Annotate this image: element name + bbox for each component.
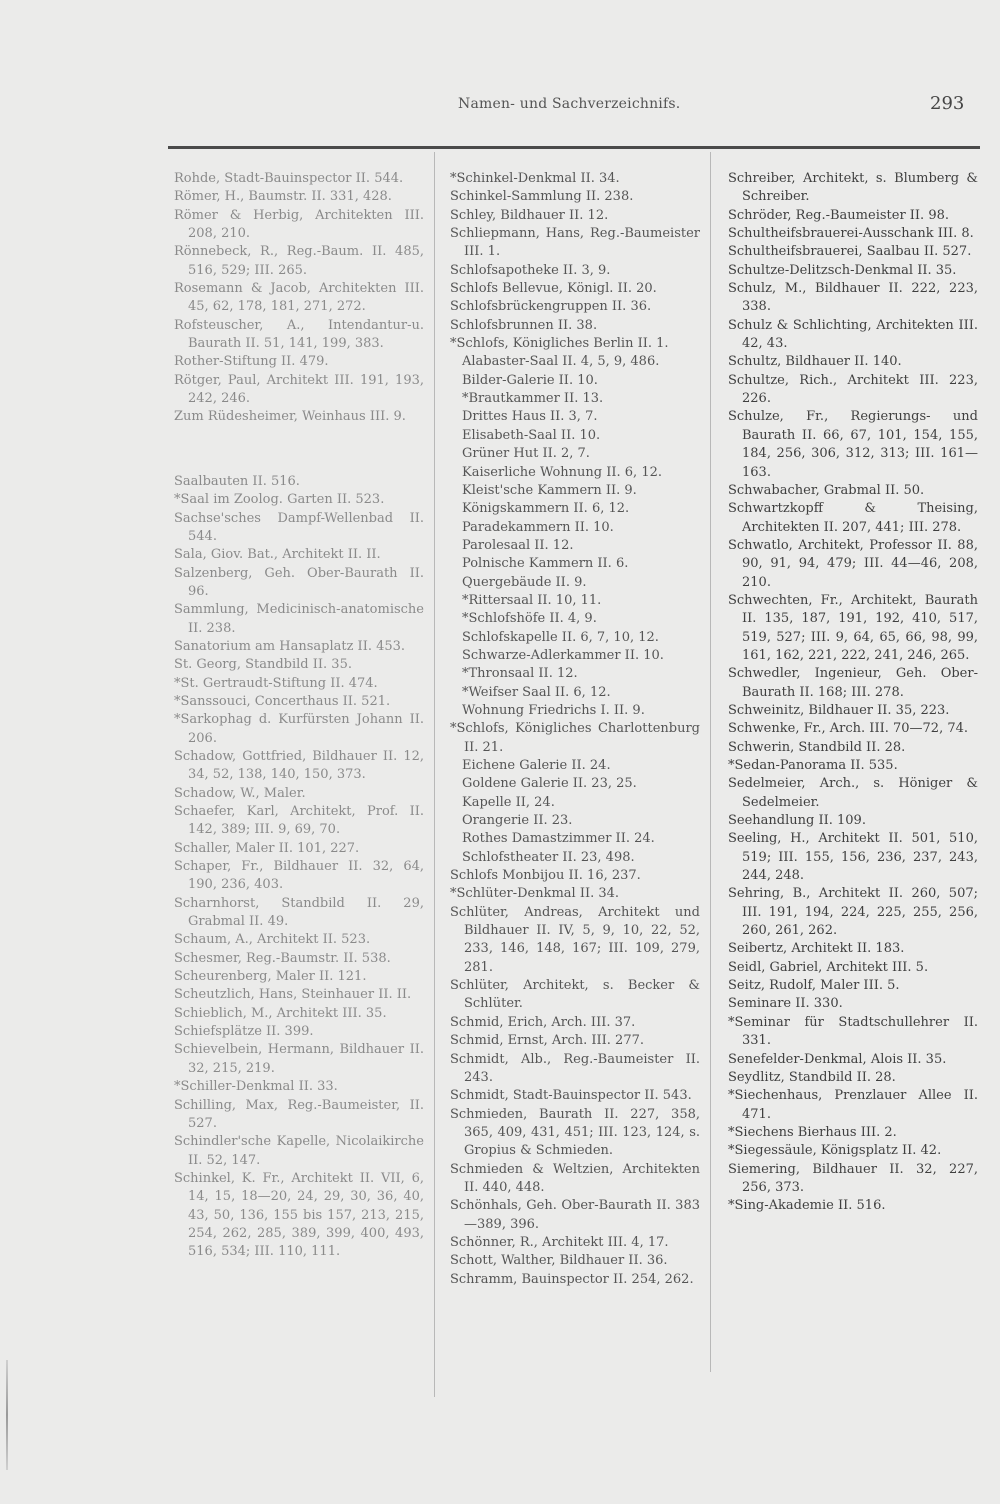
- index-entry: Schultz, Bildhauer II. 140.: [728, 354, 902, 370]
- index-entry: Schmieden, Baurath II. 227, 358, 365, 409, 431, 451; III. 123, 124, s. Gropius & Schmieden.: [450, 1106, 700, 1159]
- index-entry: *Schlofs, Königliches Charlottenburg II. 21.: [450, 721, 700, 755]
- index-entry: Schmieden & Weltzien, Architekten II. 440, 448.: [450, 1161, 700, 1195]
- column-divider-2: [710, 152, 711, 1372]
- index-entry: *Schiller-Denkmal II. 33.: [174, 1079, 338, 1095]
- index-entry: Schulz & Schlichting, Architekten III. 42, 43.: [728, 317, 978, 352]
- index-subentry: Wohnung Friedrichs I. II. 9.: [462, 702, 645, 718]
- index-subentry: Schlofstheater II. 23, 498.: [462, 849, 635, 865]
- index-entry: Siemering, Bildhauer II. 32, 227, 256, 373.: [728, 1161, 978, 1195]
- index-entry: Schmid, Erich, Arch. III. 37.: [450, 1014, 636, 1030]
- index-entry: *Siegessäule, Königsplatz II. 42.: [728, 1143, 942, 1159]
- index-entry: Schesmer, Reg.-Baumstr. II. 538.: [174, 950, 391, 966]
- index-entry: Römer, H., Baumstr. II. 331, 428.: [174, 189, 392, 205]
- index-subentry: Grüner Hut II. 2, 7.: [462, 446, 590, 462]
- index-entry: *Schinkel-Denkmal II. 34.: [450, 171, 620, 186]
- index-entry: Schmid, Ernst, Arch. III. 277.: [450, 1033, 645, 1049]
- index-entry: Saalbauten II. 516.: [174, 473, 300, 489]
- index-entry: Seminare II. 330.: [728, 996, 843, 1012]
- index-entry: Schultheifsbrauerei-Ausschank III. 8.: [728, 226, 974, 242]
- index-entry: Schwerin, Standbild II. 28.: [728, 739, 906, 755]
- index-entry: Scharnhorst, Standbild II. 29, Grabmal II. 49.: [174, 895, 424, 930]
- index-entry: Schinkel-Sammlung II. 238.: [450, 189, 634, 205]
- index-entry: Schaefer, Karl, Architekt, Prof. II. 142, 389; III. 9, 69, 70.: [174, 804, 424, 838]
- index-entry: *Saal im Zoolog. Garten II. 523.: [174, 492, 385, 508]
- index-entry: Schley, Bildhauer II. 12.: [450, 207, 609, 223]
- index-entry: *Sarkophag d. Kurfürsten Johann II. 206.: [174, 712, 424, 746]
- index-subentry: Polnische Kammern II. 6.: [462, 556, 629, 572]
- index-entry: Schaum, A., Architekt II. 523.: [174, 932, 371, 948]
- index-entry: Sedelmeier, Arch., s. Höniger & Sedelmeier.: [728, 776, 978, 810]
- index-entry: Seidl, Gabriel, Architekt III. 5.: [728, 959, 929, 975]
- index-entry: Schadow, Gottfried, Bildhauer II. 12, 34, 52, 138, 140, 150, 373.: [174, 748, 424, 783]
- index-entry: St. Georg, Standbild II. 35.: [174, 657, 352, 673]
- index-entry: Schultheifsbrauerei, Saalbau II. 527.: [728, 244, 972, 260]
- index-subentry: Alabaster-Saal II. 4, 5, 9, 486.: [462, 354, 660, 370]
- index-entry: Schlofsbrückengruppen II. 36.: [450, 299, 652, 315]
- index-entry: Salzenberg, Geh. Ober-Baurath II. 96.: [174, 565, 424, 599]
- index-entry: Schilling, Max, Reg.-Baumeister, II. 527.: [174, 1097, 424, 1131]
- index-entry: Schieblich, M., Architekt III. 35.: [174, 1005, 387, 1021]
- page-header: [0, 93, 1000, 120]
- index-entry: Schlofs Bellevue, Königl. II. 20.: [450, 281, 657, 297]
- index-subentry: Kaiserliche Wohnung II. 6, 12.: [462, 464, 662, 480]
- index-entry: Rötger, Paul, Architekt III. 191, 193, 242, 246.: [174, 372, 424, 407]
- index-subentry: Orangerie II. 23.: [462, 813, 573, 829]
- index-entry: Schliepmann, Hans, Reg.-Baumeister III. 1.: [450, 226, 700, 260]
- index-entry: Schiefsplätze II. 399.: [174, 1024, 314, 1040]
- index-subentry: *Weifser Saal II. 6, 12.: [462, 684, 611, 700]
- index-subentry: Schlofskapelle II. 6, 7, 10, 12.: [462, 629, 659, 645]
- index-entry: Schreiber, Architekt, s. Blumberg & Schreiber.: [728, 171, 978, 205]
- index-entry: Rofsteuscher, A., Intendantur-u. Baurath II. 51, 141, 199, 383.: [174, 317, 424, 352]
- index-entry: Schulze, Fr., Regierungs- und Baurath II. 66, 67, 101, 154, 155, 184, 256, 306, 312, 313; III. 161—163.: [728, 409, 978, 480]
- index-entry: Zum Rüdesheimer, Weinhaus III. 9.: [174, 409, 406, 425]
- index-entry: *Sing-Akademie II. 516.: [728, 1198, 886, 1214]
- index-entry: Schindler'sche Kapelle, Nicolaikirche II. 52, 147.: [174, 1134, 424, 1168]
- index-subentry: Königskammern II. 6, 12.: [462, 501, 630, 517]
- index-subentry: Quergebäude II. 9.: [462, 574, 587, 590]
- index-entry: Schievelbein, Hermann, Bildhauer II. 32, 215, 219.: [174, 1042, 424, 1076]
- index-entry: Schultze, Rich., Architekt III. 223, 226.: [728, 372, 978, 407]
- index-column-2: [450, 170, 700, 1289]
- index-entry: Schlofsapotheke II. 3, 9.: [450, 262, 611, 278]
- index-subentry: Goldene Galerie II. 23, 25.: [462, 776, 637, 792]
- index-entry: *Seminar für Stadtschullehrer II. 331.: [728, 1014, 978, 1049]
- index-entry: Seeling, H., Architekt II. 501, 510, 519; III. 155, 156, 236, 237, 243, 244, 248.: [728, 831, 978, 884]
- index-subentry: Paradekammern II. 10.: [462, 519, 614, 535]
- index-subentry: Kapelle II, 24.: [462, 794, 555, 810]
- index-entry: Sammlung, Medicinisch-anatomische II. 238.: [174, 602, 424, 636]
- index-subentry: Schwarze-Adlerkammer II. 10.: [462, 647, 664, 663]
- index-subentry: Drittes Haus II. 3, 7.: [462, 409, 598, 425]
- index-column-1: [174, 170, 424, 1262]
- index-entry: Scheutzlich, Hans, Steinhauer II. II.: [174, 987, 412, 1003]
- index-entry: Rönnebeck, R., Reg.-Baum. II. 485, 516, 529; III. 265.: [174, 244, 424, 278]
- index-entry: *St. Gertraudt-Stiftung II. 474.: [174, 675, 378, 691]
- index-entry: Schlofs Monbijou II. 16, 237.: [450, 868, 641, 884]
- index-entry: Schwartzkopff & Theising, Architekten II. 207, 441; III. 278.: [728, 501, 978, 535]
- index-entry: Schweinitz, Bildhauer II. 35, 223.: [728, 702, 950, 718]
- index-entry: Rother-Stiftung II. 479.: [174, 354, 329, 370]
- index-entry: Schultze-Delitzsch-Denkmal II. 35.: [728, 262, 957, 278]
- index-entry: Seitz, Rudolf, Maler III. 5.: [728, 978, 900, 994]
- index-entry: Schadow, W., Maler.: [174, 785, 306, 801]
- index-entry: Schwechten, Fr., Architekt, Baurath II. 135, 187, 191, 192, 410, 517, 519, 527; III. 9, 64, 65, 66, 98, 99, 161, 162, 221, 222, 241, 246, 265.: [728, 592, 978, 663]
- index-subentry: Parolesaal II. 12.: [462, 537, 574, 553]
- index-entry: Schwedler, Ingenieur, Geh. Ober-Baurath II. 168; III. 278.: [728, 666, 978, 700]
- index-column-3: [728, 170, 978, 1216]
- index-entry: Seibertz, Architekt II. 183.: [728, 941, 905, 957]
- index-entry: *Sanssouci, Concerthaus II. 521.: [174, 693, 391, 709]
- index-entry: Schott, Walther, Bildhauer II. 36.: [450, 1253, 668, 1269]
- index-entry: Schulz, M., Bildhauer II. 222, 223, 338.: [728, 281, 978, 315]
- index-entry: Schaller, Maler II. 101, 227.: [174, 840, 360, 856]
- index-entry: Römer & Herbig, Architekten III. 208, 210.: [174, 207, 424, 242]
- index-entry: Schönner, R., Architekt III. 4, 17.: [450, 1234, 669, 1250]
- index-entry: *Sedan-Panorama II. 535.: [728, 758, 898, 773]
- index-entry: *Schlofs, Königliches Berlin II. 1.: [450, 336, 669, 352]
- index-entry: Schröder, Reg.-Baumeister II. 98.: [728, 207, 949, 223]
- index-entry: Schwabacher, Grabmal II. 50.: [728, 482, 925, 498]
- index-subentry: *Thronsaal II. 12.: [462, 666, 578, 682]
- index-subentry: Bilder-Galerie II. 10.: [462, 372, 598, 388]
- index-entry: Schlüter, Andreas, Architekt und Bildhauer II. IV, 5, 9, 10, 22, 52, 233, 146, 148, 167; III. 109, 279, 281.: [450, 904, 700, 975]
- index-entry: Schwenke, Fr., Arch. III. 70—72, 74.: [728, 721, 969, 737]
- index-entry: Sehring, B., Architekt II. 260, 507; III. 191, 194, 224, 225, 255, 256, 260, 261, 262.: [728, 886, 978, 939]
- index-entry: Sanatorium am Hansaplatz II. 453.: [174, 638, 406, 654]
- index-subentry: Kleist'sche Kammern II. 9.: [462, 482, 637, 498]
- index-entry: Seydlitz, Standbild II. 28.: [728, 1069, 896, 1085]
- binding-shadow: [6, 1360, 8, 1470]
- index-entry: Sachse'sches Dampf-Wellenbad II. 544.: [174, 510, 424, 544]
- index-subentry: Eichene Galerie II. 24.: [462, 758, 611, 773]
- index-entry: Senefelder-Denkmal, Alois II. 35.: [728, 1051, 947, 1067]
- index-subentry: Elisabeth-Saal II. 10.: [462, 427, 601, 443]
- index-entry: Rosemann & Jacob, Architekten III. 45, 62, 178, 181, 271, 272.: [174, 281, 424, 315]
- index-entry: *Siechens Bierhaus III. 2.: [728, 1124, 897, 1140]
- index-entry: Schlofsbrunnen II. 38.: [450, 317, 598, 333]
- index-entry: Schinkel, K. Fr., Architekt II. VII, 6, 14, 15, 18—20, 24, 29, 30, 36, 40, 43, 50, 136, 155 bis 157, 213, 215, 254, 262, 285, 389, 399, 400, 493, 516, 534; III. 110, 111.: [174, 1170, 424, 1260]
- index-subentry: *Brautkammer II. 13.: [462, 391, 604, 407]
- index-subentry: *Schlofshöfe II. 4, 9.: [462, 611, 597, 627]
- index-entry: Schlüter, Architekt, s. Becker & Schlüter.: [450, 978, 700, 1012]
- index-entry: *Siechenhaus, Prenzlauer Allee II. 471.: [728, 1088, 978, 1122]
- column-divider-1: [434, 152, 435, 1397]
- index-entry: Schmidt, Stadt-Bauinspector II. 543.: [450, 1088, 692, 1104]
- index-subentry: Rothes Damastzimmer II. 24.: [462, 831, 655, 847]
- index-entry: Schwatlo, Architekt, Professor II. 88, 90, 91, 94, 479; III. 44—46, 208, 210.: [728, 537, 978, 590]
- index-entry: Scheurenberg, Maler II. 121.: [174, 969, 367, 985]
- index-entry: Rohde, Stadt-Bauinspector II. 544.: [174, 171, 404, 186]
- header-rule: [168, 146, 980, 149]
- running-title: Namen- und Sachverzeichnifs.: [458, 96, 681, 112]
- index-entry: Seehandlung II. 109.: [728, 813, 866, 829]
- index-entry: Schmidt, Alb., Reg.-Baumeister II. 243.: [450, 1051, 700, 1085]
- index-subentry: *Rittersaal II. 10, 11.: [462, 592, 602, 608]
- page-number: 293: [930, 93, 965, 114]
- index-entry: *Schlüter-Denkmal II. 34.: [450, 886, 620, 902]
- index-entry: Sala, Giov. Bat., Architekt II. II.: [174, 547, 381, 563]
- index-entry: Schramm, Bauinspector II. 254, 262.: [450, 1271, 694, 1287]
- section-gap: [174, 427, 424, 473]
- index-entry: Schaper, Fr., Bildhauer II. 32, 64, 190, 236, 403.: [174, 859, 424, 893]
- index-entry: Schönhals, Geh. Ober-Baurath II. 383—389, 396.: [450, 1198, 700, 1232]
